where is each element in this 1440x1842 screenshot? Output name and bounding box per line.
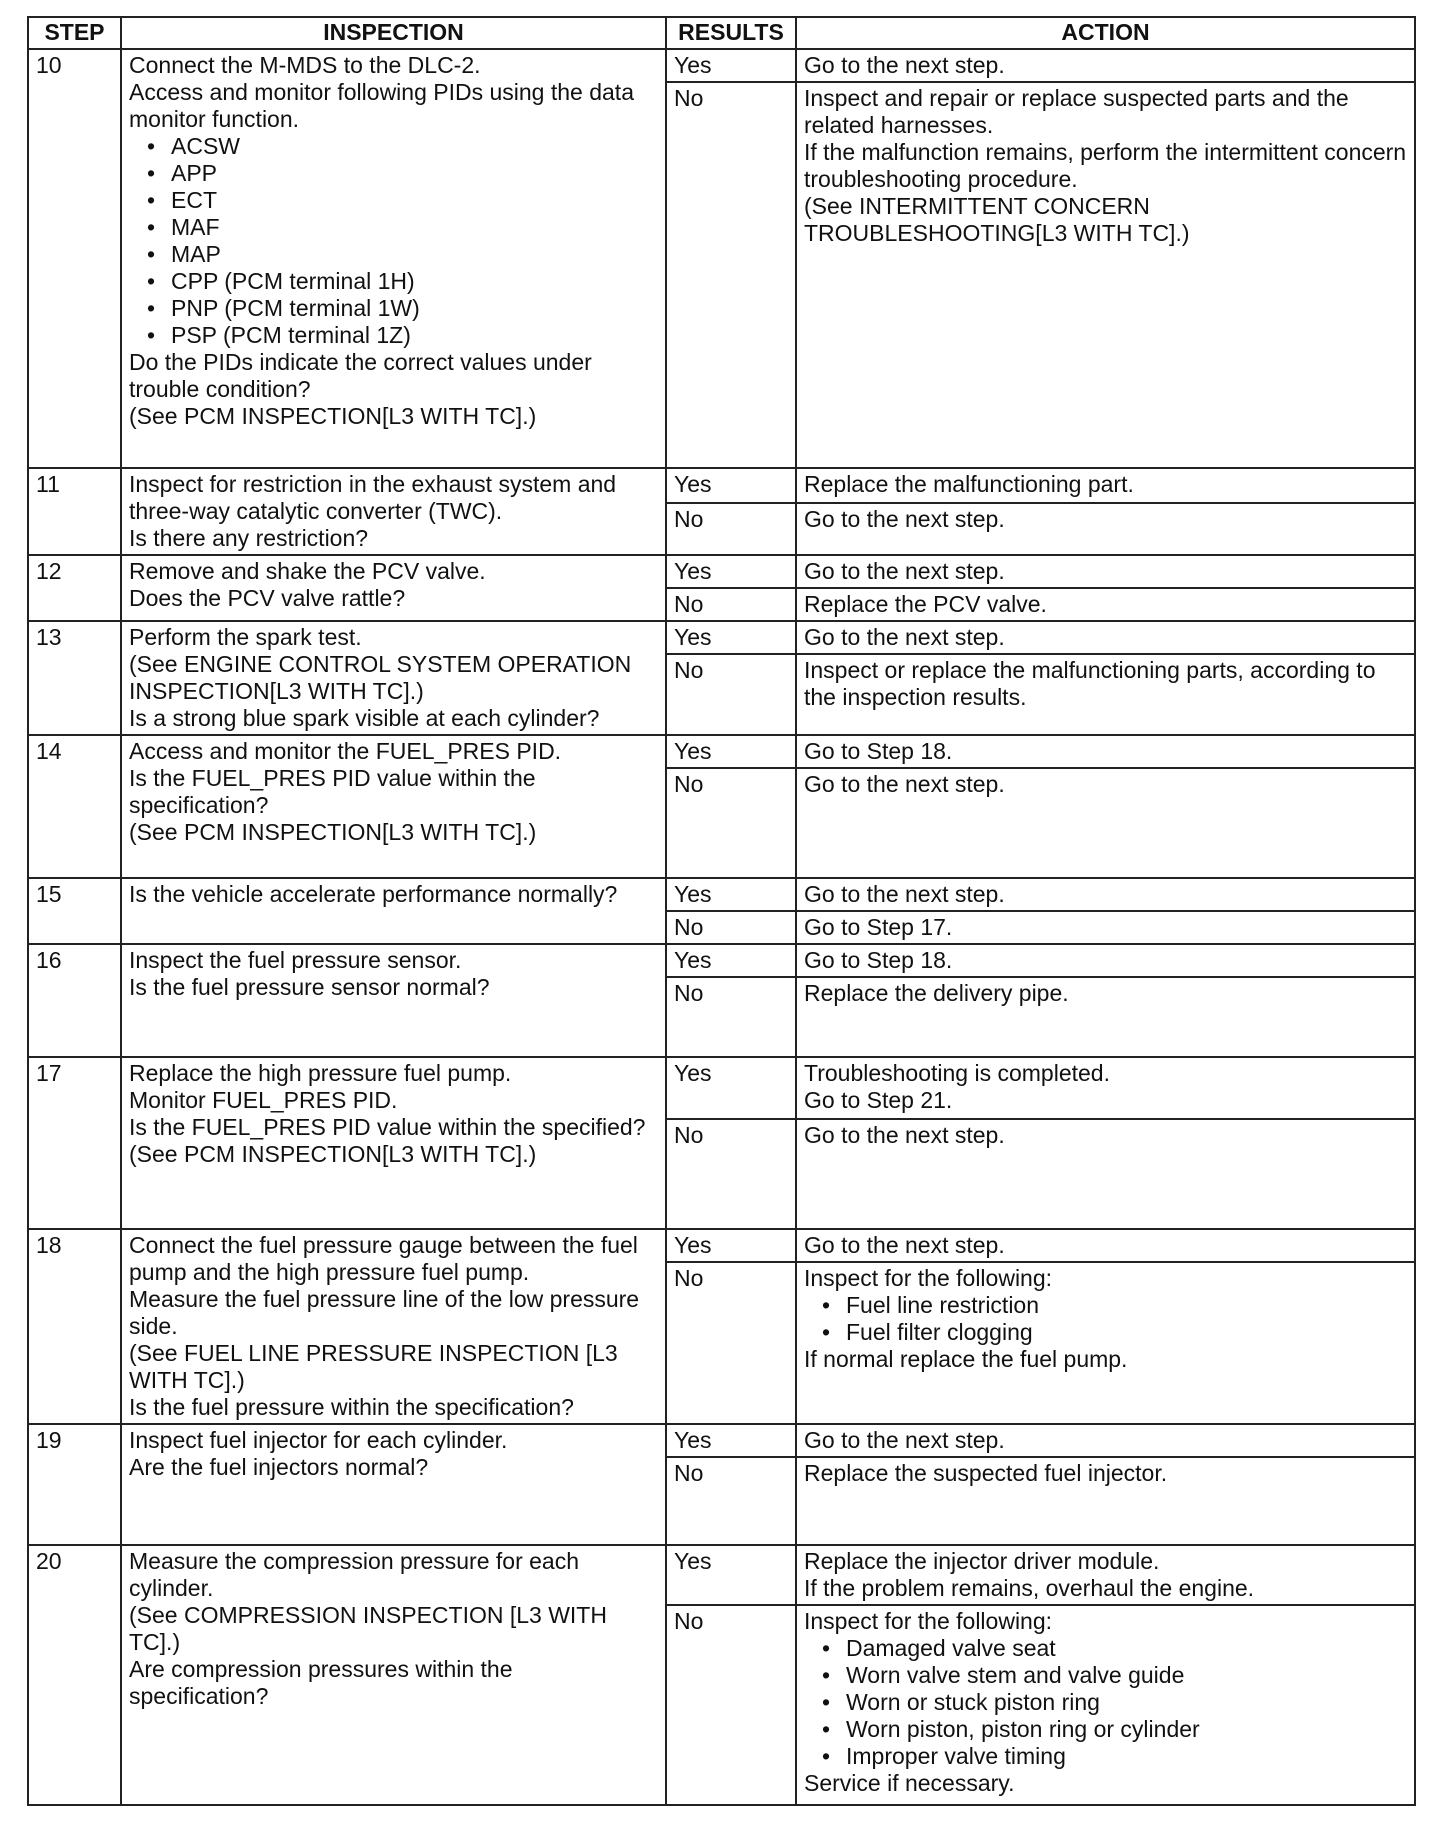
cause-list: [804, 1292, 1407, 1346]
action-line: Inspect for the following:: [804, 1265, 1053, 1292]
list-item: • MAF: [171, 214, 658, 241]
inspection-line: Are compression pressures within the specification?: [129, 1656, 513, 1709]
step-14-yes-row: [28, 735, 1415, 768]
result-no: No: [666, 654, 796, 735]
result-no: No: [666, 1457, 796, 1545]
action-line: (See INTERMITTENT CONCERN TROUBLESHOOTING[L3 WITH TC].): [804, 193, 1190, 246]
action-line: Service if necessary.: [804, 1770, 1015, 1796]
inspection-line: Are the fuel injectors normal?: [129, 1454, 429, 1480]
action-no: [796, 911, 1415, 944]
step-20-yes-row: [28, 1545, 1415, 1605]
header-step: STEP: [28, 17, 121, 49]
action-line: Go to Step 18.: [804, 738, 953, 764]
step-11-yes-row: [28, 468, 1415, 503]
list-item: • ACSW: [171, 133, 658, 160]
action-line: Inspect and repair or replace suspected parts and the related harnesses.: [804, 85, 1349, 138]
step-12-yes-row: [28, 555, 1415, 588]
action-yes: [796, 49, 1415, 82]
list-item: • Improper valve timing: [846, 1743, 1407, 1770]
inspection-cell: [121, 1424, 666, 1545]
action-yes: [796, 621, 1415, 654]
pid-list: [129, 133, 658, 349]
header-results: RESULTS: [666, 17, 796, 49]
list-item: • CPP (PCM terminal 1H): [171, 268, 658, 295]
inspection-cell: [121, 555, 666, 621]
result-yes: Yes: [666, 1424, 796, 1457]
inspection-line: Is the vehicle accelerate performance normally?: [129, 881, 618, 907]
inspection-line: Is the fuel pressure sensor normal?: [129, 974, 490, 1000]
action-line: Troubleshooting is completed.: [804, 1060, 1110, 1086]
action-yes: [796, 1424, 1415, 1457]
action-line: Go to the next step.: [804, 881, 1005, 907]
step-15-yes-row: [28, 878, 1415, 911]
inspection-line: Is the FUEL_PRES PID value within the specified?: [129, 1114, 646, 1140]
inspection-cell: [121, 1229, 666, 1424]
list-item: • PNP (PCM terminal 1W): [171, 295, 658, 322]
action-line: Replace the suspected fuel injector.: [804, 1460, 1168, 1486]
result-yes: Yes: [666, 1229, 796, 1262]
result-no: No: [666, 911, 796, 944]
inspection-line: (See FUEL LINE PRESSURE INSPECTION [L3 WITH TC].): [129, 1340, 618, 1393]
inspection-line: (See PCM INSPECTION[L3 WITH TC].): [129, 819, 537, 845]
action-no: [796, 654, 1415, 735]
header-row: [28, 17, 1415, 49]
inspection-line: Replace the high pressure fuel pump.: [129, 1060, 512, 1086]
action-no: [796, 768, 1415, 878]
step-number: 10: [28, 49, 121, 468]
inspection-line: Is a strong blue spark visible at each cylinder?: [129, 705, 600, 731]
inspection-line: (See ENGINE CONTROL SYSTEM OPERATION INSPECTION[L3 WITH TC].): [129, 651, 632, 704]
action-yes: [796, 735, 1415, 768]
inspection-line: Measure the fuel pressure line of the low pressure side.: [129, 1286, 640, 1339]
inspection-cell: [121, 878, 666, 944]
action-line: Replace the delivery pipe.: [804, 980, 1069, 1006]
action-yes: [796, 1545, 1415, 1605]
step-number: 18: [28, 1229, 121, 1424]
list-item: • Worn piston, piston ring or cylinder: [846, 1716, 1407, 1743]
action-line: Inspect for the following:: [804, 1608, 1053, 1634]
step-16-yes-row: [28, 944, 1415, 977]
header-action: ACTION: [796, 17, 1415, 49]
result-no: No: [666, 977, 796, 1057]
step-number: 12: [28, 555, 121, 621]
step-19-yes-row: [28, 1424, 1415, 1457]
inspection-cell: [121, 944, 666, 1057]
action-line: Replace the injector driver module.: [804, 1548, 1160, 1574]
result-yes: Yes: [666, 735, 796, 768]
inspection-line: (See PCM INSPECTION[L3 WITH TC].): [129, 1141, 537, 1167]
inspection-cell: [121, 49, 666, 468]
action-line: If the malfunction remains, perform the intermittent concern troubleshooting procedure.: [804, 139, 1407, 192]
action-no: [796, 1605, 1415, 1805]
result-yes: Yes: [666, 944, 796, 977]
list-item: • Worn valve stem and valve guide: [846, 1662, 1407, 1689]
result-yes: Yes: [666, 621, 796, 654]
action-no: [796, 503, 1415, 555]
action-yes: [796, 1057, 1415, 1119]
inspection-line: Inspect the fuel pressure sensor.: [129, 947, 462, 973]
step-17-yes-row: [28, 1057, 1415, 1119]
action-no: [796, 82, 1415, 468]
action-line: Go to the next step.: [804, 505, 1005, 532]
result-no: No: [666, 1262, 796, 1424]
action-line: Go to the next step.: [804, 52, 1005, 78]
result-no: No: [666, 588, 796, 621]
result-no: No: [666, 768, 796, 878]
cause-list: [804, 1635, 1407, 1770]
action-line: Inspect or replace the malfunctioning parts, according to the inspection results.: [804, 657, 1376, 711]
inspection-cell: [121, 735, 666, 878]
step-number: 20: [28, 1545, 121, 1805]
header-inspection: INSPECTION: [121, 17, 666, 49]
inspection-cell: [121, 468, 666, 555]
inspection-line: Inspect for restriction in the exhaust system and three-way catalytic converter (TWC).: [129, 471, 617, 524]
list-item: • Fuel filter clogging: [846, 1319, 1407, 1346]
result-no: No: [666, 503, 796, 555]
inspection-cell: [121, 621, 666, 735]
inspection-line: Is the fuel pressure within the specification?: [129, 1394, 574, 1420]
inspection-line: Perform the spark test.: [129, 624, 362, 650]
inspection-line: Connect the fuel pressure gauge between the fuel pump and the high pressure fuel pump.: [129, 1232, 638, 1285]
action-yes: [796, 555, 1415, 588]
list-item: • ECT: [171, 187, 658, 214]
action-line: Go to the next step.: [804, 1122, 1005, 1148]
step-13-yes-row: [28, 621, 1415, 654]
inspection-line: Access and monitor the FUEL_PRES PID.: [129, 738, 562, 764]
action-no: [796, 1119, 1415, 1229]
inspection-line: (See PCM INSPECTION[L3 WITH TC].): [129, 403, 537, 429]
step-number: 15: [28, 878, 121, 944]
inspection-line: (See COMPRESSION INSPECTION [L3 WITH TC].): [129, 1602, 607, 1655]
list-item: • MAP: [171, 241, 658, 268]
action-line: Replace the malfunctioning part.: [804, 471, 1134, 497]
result-no: No: [666, 82, 796, 468]
step-10-yes-row: [28, 49, 1415, 82]
step-number: 17: [28, 1057, 121, 1229]
inspection-line: Does the PCV valve rattle?: [129, 585, 406, 611]
result-yes: Yes: [666, 468, 796, 503]
action-line: Go to the next step.: [804, 1232, 1005, 1258]
action-no: [796, 1457, 1415, 1545]
action-line: Go to the next step.: [804, 624, 1005, 650]
action-yes: [796, 1229, 1415, 1262]
list-item: • PSP (PCM terminal 1Z): [171, 322, 658, 349]
inspection-cell: [121, 1545, 666, 1805]
inspection-line: Access and monitor following PIDs using the data monitor function.: [129, 79, 634, 132]
list-item: • Fuel line restriction: [846, 1292, 1407, 1319]
step-number: 19: [28, 1424, 121, 1545]
action-line: Go to the next step.: [804, 1427, 1005, 1453]
result-yes: Yes: [666, 1545, 796, 1605]
inspection-line: Remove and shake the PCV valve.: [129, 558, 486, 584]
inspection-line: Is there any restriction?: [129, 525, 369, 551]
action-line: Go to the next step.: [804, 771, 1005, 797]
step-number: 14: [28, 735, 121, 878]
action-no: [796, 588, 1415, 621]
result-no: No: [666, 1605, 796, 1805]
result-yes: Yes: [666, 1057, 796, 1119]
inspection-line: Inspect fuel injector for each cylinder.: [129, 1427, 508, 1453]
step-18-yes-row: [28, 1229, 1415, 1262]
step-number: 16: [28, 944, 121, 1057]
action-line: Go to Step 17.: [804, 914, 953, 940]
action-line: Replace the PCV valve.: [804, 591, 1047, 617]
action-yes: [796, 944, 1415, 977]
result-yes: Yes: [666, 555, 796, 588]
action-line: Go to the next step.: [804, 558, 1005, 584]
inspection-line: Connect the M-MDS to the DLC-2.: [129, 52, 481, 78]
step-number: 11: [28, 468, 121, 555]
action-line: If the problem remains, overhaul the engine.: [804, 1575, 1255, 1601]
action-yes: [796, 878, 1415, 911]
result-yes: Yes: [666, 878, 796, 911]
inspection-line: Monitor FUEL_PRES PID.: [129, 1087, 398, 1113]
step-number: 13: [28, 621, 121, 735]
action-line: If normal replace the fuel pump.: [804, 1346, 1128, 1373]
action-no: [796, 1262, 1415, 1424]
inspection-line: Is the FUEL_PRES PID value within the specification?: [129, 765, 536, 818]
inspection-cell: [121, 1057, 666, 1229]
inspection-line: Do the PIDs indicate the correct values under trouble condition?: [129, 349, 592, 402]
list-item: • APP: [171, 160, 658, 187]
result-yes: Yes: [666, 49, 796, 82]
action-no: [796, 977, 1415, 1057]
action-yes: [796, 468, 1415, 503]
action-line: Go to Step 21.: [804, 1087, 953, 1113]
list-item: • Worn or stuck piston ring: [846, 1689, 1407, 1716]
inspection-line: Measure the compression pressure for each cylinder.: [129, 1548, 579, 1601]
result-no: No: [666, 1119, 796, 1229]
troubleshooting-table: [27, 16, 1416, 1806]
action-line: Go to Step 18.: [804, 947, 953, 973]
list-item: • Damaged valve seat: [846, 1635, 1407, 1662]
